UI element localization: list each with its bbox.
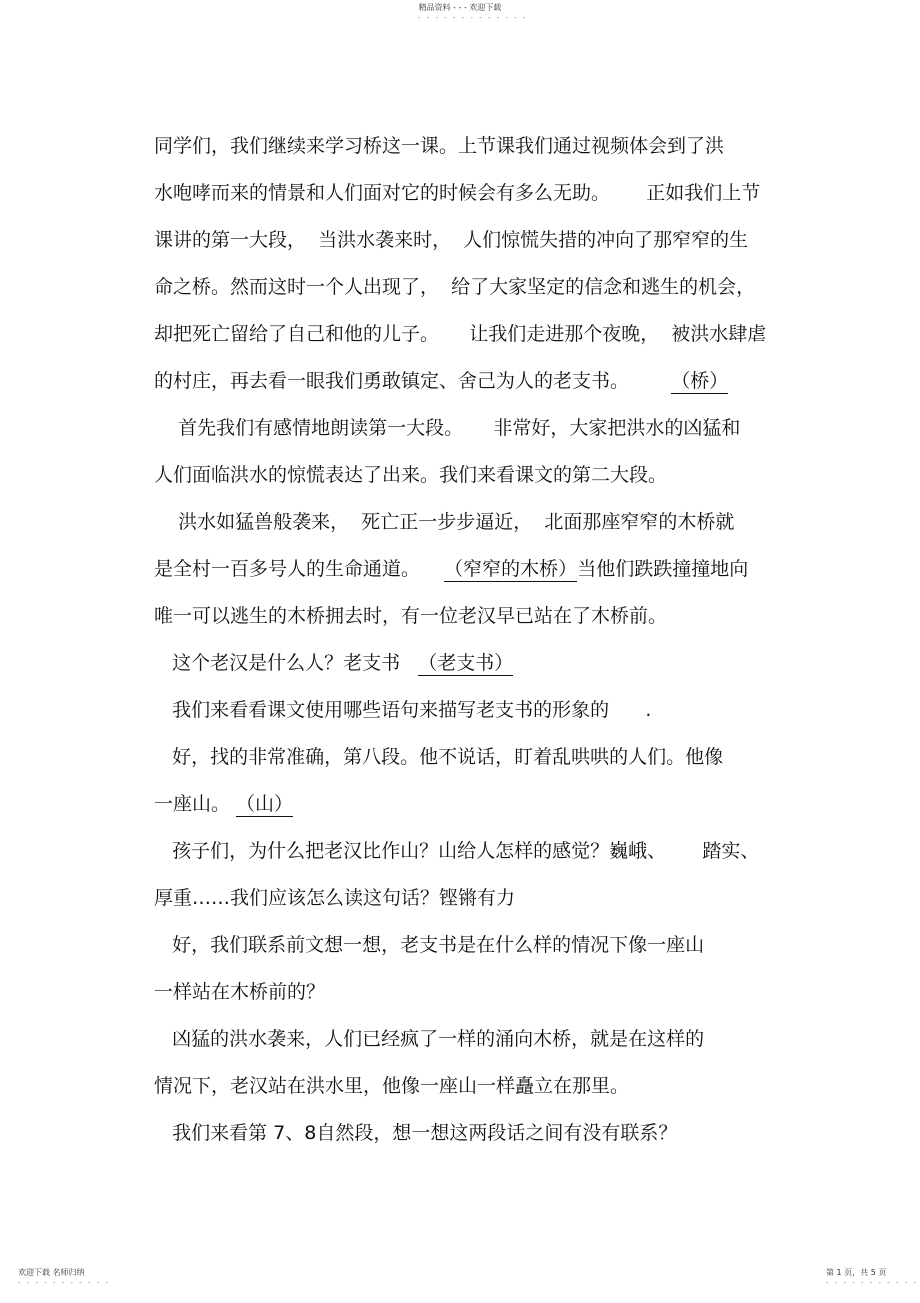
text-line: 孩子们，为什么把老汉比作山？山给人怎样的感觉？巍峨、 踏实、: [154, 840, 760, 862]
text-line: 却把死亡留给了自己和他的儿子。 让我们走进那个夜晚， 被洪水肆虐: [154, 323, 767, 345]
text-line: 好，我们联系前文想一想，老支书是在什么样的情况下像一座山: [154, 934, 705, 956]
fill-in-answer: （山）: [236, 793, 294, 815]
text-line: 首先我们有感情地朗读第一大段。 非常好，大家把洪水的凶猛和: [154, 417, 741, 439]
text-line: 一样站在木桥前的？: [154, 981, 326, 1003]
text-line: 情况下，老汉站在洪水里，他像一座山一样矗立在那里。: [154, 1075, 630, 1097]
text-line: 唯一可以逃生的木桥拥去时，有一位老汉早已站在了木桥前。: [154, 605, 668, 627]
fill-in-answer: （老支书）: [418, 652, 514, 674]
text-line: 是全村一百多号人的生命通道。 （窄窄的木桥）当他们跌跌撞撞地向: [154, 558, 749, 580]
text-line: 厚重……我们应该怎么读这句话？铿锵有力: [154, 887, 516, 909]
text-line: 的村庄，再去看一眼我们勇敢镇定、舍己为人的老支书。 （桥）: [154, 370, 729, 392]
text-line: 洪水如猛兽般袭来， 死亡正一步步逼近， 北面那座窄窄的木桥就: [154, 511, 735, 533]
fill-in-answer: （桥）: [671, 370, 729, 392]
text-line: 命之桥。然而这时一个人出现了， 给了大家坚定的信念和逃生的机会，: [154, 276, 756, 298]
fill-in-answer: （窄窄的木桥）: [444, 558, 578, 580]
page-header: [0, 3, 920, 13]
footer-dots-left: - - - - - - - - - - -: [18, 1279, 111, 1287]
text-line: 一座山。 （山）: [154, 793, 294, 815]
footer-left: 欢迎下载 名师归纳: [18, 1268, 85, 1277]
text-line: 我们来看第 7、8自然段，想一想这两段话之间有没有联系？: [154, 1122, 678, 1144]
text-line: 同学们，我们继续来学习桥这一课。上节课我们通过视频体会到了洪: [154, 135, 725, 157]
text-line: 这个老汉是什么人？老支书 （老支书）: [154, 652, 514, 674]
header-dots: - - - - - - - - - - - - -: [418, 14, 528, 22]
text-line: 我们来看看课文使用哪些语句来描写老支书的形象的 .: [154, 699, 652, 721]
footer-dots-right: - - - - - - - - - - -: [826, 1279, 919, 1287]
text-line: 人们面临洪水的惊慌表达了出来。我们来看课文的第二大段。: [154, 464, 668, 486]
text-line: 水咆哮而来的情景和人们面对它的时候会有多么无助。 正如我们上节: [154, 182, 761, 204]
text-line: 课讲的第一大段， 当洪水袭来时， 人们惊慌失措的冲向了那窄窄的生: [154, 229, 749, 251]
page-number: 第 1 页，共 5 页: [826, 1268, 887, 1277]
text-line: 凶猛的洪水袭来，人们已经疯了一样的涌向木桥，就是在这样的: [154, 1028, 705, 1050]
header-text: 精品资料 - - - 欢迎下载: [418, 3, 502, 12]
text-line: 好，找的非常准确，第八段。他不说话，盯着乱哄哄的人们。他像: [154, 746, 724, 768]
